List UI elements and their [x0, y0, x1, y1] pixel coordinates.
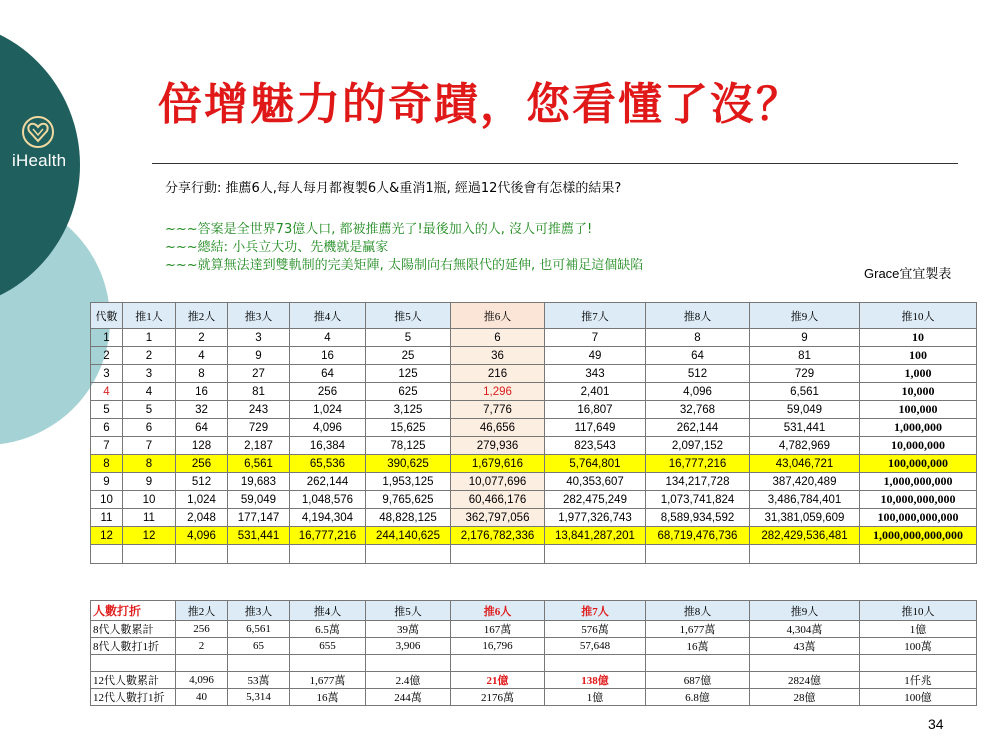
table-cell: 64 [290, 365, 366, 383]
note-line: ~~~答案是全世界73億人口, 都被推薦光了!最後加入的人, 沒人可推薦了! [165, 222, 593, 237]
summary-cell [290, 655, 366, 672]
empty-cell [750, 545, 860, 564]
table-cell: 59,049 [750, 401, 860, 419]
summary-row [91, 672, 977, 689]
table-cell: 27 [228, 365, 290, 383]
table-cell: 16,384 [290, 437, 366, 455]
table-cell: 6 [123, 419, 176, 437]
page-title: 倍增魅力的奇蹟，您看懂了沒？ [158, 79, 802, 130]
table-cell: 531,441 [228, 527, 290, 545]
page-number: 34 [928, 716, 944, 732]
table-cell: 2,097,152 [646, 437, 750, 455]
table-cell: 8 [123, 455, 176, 473]
column-header: 推7人 [545, 303, 646, 329]
table-cell: 4,096 [290, 419, 366, 437]
table-cell: 256 [290, 383, 366, 401]
author-credit: Grace宜宜製表 [864, 266, 952, 281]
column-header: 推6人 [451, 303, 545, 329]
summary-cell: 167萬 [451, 621, 545, 638]
note-line: ~~~總結: 小兵立大功、先機就是贏家 [165, 240, 389, 255]
table-cell: 5,764,801 [545, 455, 646, 473]
summary-cell: 576萬 [545, 621, 646, 638]
summary-cell [228, 655, 290, 672]
table-cell: 9 [123, 473, 176, 491]
table-cell: 362,797,056 [451, 509, 545, 527]
table-cell: 78,125 [366, 437, 451, 455]
table-cell: 68,719,476,736 [646, 527, 750, 545]
table-cell: 100,000,000,000 [860, 509, 977, 527]
intro-text: 分享行動: 推薦6人,每人每月都複製6人&重消1瓶, 經過12代後會有怎樣的結果? [165, 181, 622, 196]
table-cell: 16 [290, 347, 366, 365]
table-cell: 9 [228, 347, 290, 365]
table-header-row [91, 303, 977, 329]
table-cell: 387,420,489 [750, 473, 860, 491]
table-cell: 1,000 [860, 365, 977, 383]
table-cell: 4,782,969 [750, 437, 860, 455]
column-header: 推2人 [176, 601, 228, 621]
summary-cell: 3,906 [366, 638, 451, 655]
table-cell: 81 [228, 383, 290, 401]
table-cell: 6,561 [750, 383, 860, 401]
table-cell: 65,536 [290, 455, 366, 473]
table-cell: 128 [176, 437, 228, 455]
summary-cell: 16萬 [290, 689, 366, 706]
table-row [91, 509, 977, 527]
table-cell: 343 [545, 365, 646, 383]
table-cell: 531,441 [750, 419, 860, 437]
table-cell: 2,176,782,336 [451, 527, 545, 545]
table-cell: 512 [176, 473, 228, 491]
table-cell: 1,000,000,000,000 [860, 527, 977, 545]
table-cell: 2,187 [228, 437, 290, 455]
ihealth-logo [12, 115, 67, 185]
summary-cell: 12代人數打1折 [91, 689, 176, 706]
table-cell: 3 [91, 365, 123, 383]
summary-row [91, 655, 977, 672]
table-cell: 49 [545, 347, 646, 365]
column-header: 推4人 [290, 601, 366, 621]
table-cell: 1,000,000 [860, 419, 977, 437]
column-header: 推3人 [228, 601, 290, 621]
summary-cell: 100萬 [860, 638, 977, 655]
table-cell: 134,217,728 [646, 473, 750, 491]
table-cell: 262,144 [290, 473, 366, 491]
table-cell: 6,561 [228, 455, 290, 473]
table-cell: 2 [176, 329, 228, 347]
table-cell: 100,000 [860, 401, 977, 419]
summary-cell: 100億 [860, 689, 977, 706]
table-cell: 390,625 [366, 455, 451, 473]
summary-cell: 1億 [860, 621, 977, 638]
table-cell: 1,296 [451, 383, 545, 401]
table-row [91, 527, 977, 545]
table-cell: 10,077,696 [451, 473, 545, 491]
table-cell: 2,048 [176, 509, 228, 527]
summary-cell: 6.8億 [646, 689, 750, 706]
summary-cell: 1,677萬 [290, 672, 366, 689]
table-cell: 729 [228, 419, 290, 437]
table-cell: 177,147 [228, 509, 290, 527]
table-cell: 43,046,721 [750, 455, 860, 473]
table-cell: 262,144 [646, 419, 750, 437]
summary-cell: 16,796 [451, 638, 545, 655]
table-cell: 5 [91, 401, 123, 419]
empty-cell [646, 545, 750, 564]
table-cell: 3 [123, 365, 176, 383]
table-cell: 25 [366, 347, 451, 365]
table-cell: 4 [176, 347, 228, 365]
summary-cell: 256 [176, 621, 228, 638]
table-cell: 10,000,000,000 [860, 491, 977, 509]
table-cell: 1,000,000,000 [860, 473, 977, 491]
summary-row [91, 638, 977, 655]
table-cell: 1,977,326,743 [545, 509, 646, 527]
column-header: 推6人 [451, 601, 545, 621]
column-header: 推5人 [366, 303, 451, 329]
column-header: 推4人 [290, 303, 366, 329]
note-line: ~~~就算無法達到雙軌制的完美矩陣, 太陽制向右無限代的延伸, 也可補足這個缺陷 [165, 258, 644, 273]
table-cell: 31,381,059,609 [750, 509, 860, 527]
table-cell: 4,194,304 [290, 509, 366, 527]
summary-cell [451, 655, 545, 672]
column-header: 推7人 [545, 601, 646, 621]
table-cell: 1,024 [176, 491, 228, 509]
summary-cell: 12代人數累計 [91, 672, 176, 689]
summary-cell [366, 655, 451, 672]
table-cell: 16,777,216 [646, 455, 750, 473]
table-cell: 4,096 [176, 527, 228, 545]
table-cell: 11 [123, 509, 176, 527]
summary-cell: 53萬 [228, 672, 290, 689]
table-cell: 10 [860, 329, 977, 347]
table-cell: 64 [646, 347, 750, 365]
table-row [91, 347, 977, 365]
table-row [91, 419, 977, 437]
table-cell: 10 [91, 491, 123, 509]
table-cell: 16,807 [545, 401, 646, 419]
empty-cell [123, 545, 176, 564]
summary-cell: 244萬 [366, 689, 451, 706]
summary-cell: 21億 [451, 672, 545, 689]
table-cell: 1,679,616 [451, 455, 545, 473]
table-cell: 256 [176, 455, 228, 473]
column-header: 推2人 [176, 303, 228, 329]
table-cell: 1 [123, 329, 176, 347]
table-cell: 244,140,625 [366, 527, 451, 545]
table-cell: 9 [750, 329, 860, 347]
table-cell: 823,543 [545, 437, 646, 455]
summary-row [91, 621, 977, 638]
table-cell: 12 [123, 527, 176, 545]
table-cell: 1,073,741,824 [646, 491, 750, 509]
table-cell: 4 [123, 383, 176, 401]
table-cell: 2,401 [545, 383, 646, 401]
table-cell: 5 [366, 329, 451, 347]
column-header: 推1人 [123, 303, 176, 329]
growth-table [90, 302, 977, 564]
table-cell: 6 [91, 419, 123, 437]
table-cell: 4 [290, 329, 366, 347]
table-cell: 59,049 [228, 491, 290, 509]
table-cell: 36 [451, 347, 545, 365]
summary-cell: 1仟兆 [860, 672, 977, 689]
table-row [91, 437, 977, 455]
summary-cell: 6,561 [228, 621, 290, 638]
column-header: 推5人 [366, 601, 451, 621]
table-cell: 46,656 [451, 419, 545, 437]
table-cell: 512 [646, 365, 750, 383]
summary-cell: 1,677萬 [646, 621, 750, 638]
empty-cell [228, 545, 290, 564]
summary-cell: 8代人數累計 [91, 621, 176, 638]
table-cell: 2 [91, 347, 123, 365]
table-cell: 8 [176, 365, 228, 383]
empty-cell [545, 545, 646, 564]
table-cell: 48,828,125 [366, 509, 451, 527]
summary-cell [750, 655, 860, 672]
summary-cell: 138億 [545, 672, 646, 689]
table-cell: 32,768 [646, 401, 750, 419]
table-cell: 64 [176, 419, 228, 437]
table-cell: 4 [91, 383, 123, 401]
table-row [91, 491, 977, 509]
summary-cell [545, 655, 646, 672]
table-cell: 7 [123, 437, 176, 455]
table-cell: 9 [91, 473, 123, 491]
summary-cell: 39萬 [366, 621, 451, 638]
empty-cell [290, 545, 366, 564]
column-header: 人數打折 [91, 601, 176, 621]
table-cell: 4,096 [646, 383, 750, 401]
table-cell: 282,429,536,481 [750, 527, 860, 545]
table-cell: 3 [228, 329, 290, 347]
logo-text: iHealth [12, 151, 67, 170]
table-cell: 100 [860, 347, 977, 365]
empty-cell [91, 545, 123, 564]
table-cell: 125 [366, 365, 451, 383]
table-row [91, 383, 977, 401]
summary-cell: 6.5萬 [290, 621, 366, 638]
summary-cell: 4,096 [176, 672, 228, 689]
table-cell: 7,776 [451, 401, 545, 419]
empty-cell [860, 545, 977, 564]
table-cell: 282,475,249 [545, 491, 646, 509]
empty-cell [176, 545, 228, 564]
summary-cell [860, 655, 977, 672]
summary-cell: 2824億 [750, 672, 860, 689]
table-cell: 10 [123, 491, 176, 509]
table-cell: 8,589,934,592 [646, 509, 750, 527]
empty-cell [366, 545, 451, 564]
summary-header-row [91, 601, 977, 621]
table-cell: 10,000 [860, 383, 977, 401]
table-cell: 2 [123, 347, 176, 365]
summary-cell: 57,648 [545, 638, 646, 655]
heart-shield-icon [21, 115, 55, 149]
summary-cell: 5,314 [228, 689, 290, 706]
table-cell: 7 [91, 437, 123, 455]
summary-cell: 40 [176, 689, 228, 706]
empty-row [91, 545, 977, 564]
table-cell: 3,486,784,401 [750, 491, 860, 509]
summary-cell [91, 655, 176, 672]
empty-cell [451, 545, 545, 564]
summary-cell: 65 [228, 638, 290, 655]
table-cell: 625 [366, 383, 451, 401]
column-header: 推8人 [646, 303, 750, 329]
table-cell: 81 [750, 347, 860, 365]
column-header: 推9人 [750, 303, 860, 329]
table-cell: 100,000,000 [860, 455, 977, 473]
column-header: 推3人 [228, 303, 290, 329]
table-cell: 13,841,287,201 [545, 527, 646, 545]
column-header: 推10人 [860, 601, 977, 621]
column-header: 推9人 [750, 601, 860, 621]
table-cell: 1,048,576 [290, 491, 366, 509]
table-cell: 243 [228, 401, 290, 419]
table-cell: 1,024 [290, 401, 366, 419]
summary-cell: 2176萬 [451, 689, 545, 706]
table-cell: 279,936 [451, 437, 545, 455]
table-cell: 1,953,125 [366, 473, 451, 491]
table-cell: 3,125 [366, 401, 451, 419]
table-row [91, 329, 977, 347]
table-cell: 15,625 [366, 419, 451, 437]
table-cell: 12 [91, 527, 123, 545]
summary-cell: 28億 [750, 689, 860, 706]
summary-cell: 655 [290, 638, 366, 655]
table-row [91, 455, 977, 473]
column-header: 推8人 [646, 601, 750, 621]
summary-cell: 2 [176, 638, 228, 655]
table-cell: 729 [750, 365, 860, 383]
summary-cell: 4,304萬 [750, 621, 860, 638]
column-header: 代數 [91, 303, 123, 329]
table-cell: 16 [176, 383, 228, 401]
table-cell: 10,000,000 [860, 437, 977, 455]
table-cell: 9,765,625 [366, 491, 451, 509]
table-cell: 60,466,176 [451, 491, 545, 509]
table-row [91, 401, 977, 419]
summary-cell: 2.4億 [366, 672, 451, 689]
summary-cell: 16萬 [646, 638, 750, 655]
title-divider [152, 163, 958, 164]
table-cell: 6 [451, 329, 545, 347]
table-cell: 117,649 [545, 419, 646, 437]
table-cell: 19,683 [228, 473, 290, 491]
summary-table [90, 600, 977, 706]
summary-cell: 43萬 [750, 638, 860, 655]
table-cell: 5 [123, 401, 176, 419]
column-header: 推10人 [860, 303, 977, 329]
table-cell: 8 [91, 455, 123, 473]
summary-cell: 1億 [545, 689, 646, 706]
table-cell: 40,353,607 [545, 473, 646, 491]
table-cell: 216 [451, 365, 545, 383]
table-row [91, 365, 977, 383]
conclusion-notes [165, 221, 643, 275]
table-cell: 11 [91, 509, 123, 527]
summary-cell: 687億 [646, 672, 750, 689]
table-cell: 1 [91, 329, 123, 347]
summary-row [91, 689, 977, 706]
summary-cell [646, 655, 750, 672]
table-cell: 7 [545, 329, 646, 347]
table-cell: 16,777,216 [290, 527, 366, 545]
table-cell: 8 [646, 329, 750, 347]
table-cell: 32 [176, 401, 228, 419]
summary-cell: 8代人數打1折 [91, 638, 176, 655]
summary-cell [176, 655, 228, 672]
table-row [91, 473, 977, 491]
